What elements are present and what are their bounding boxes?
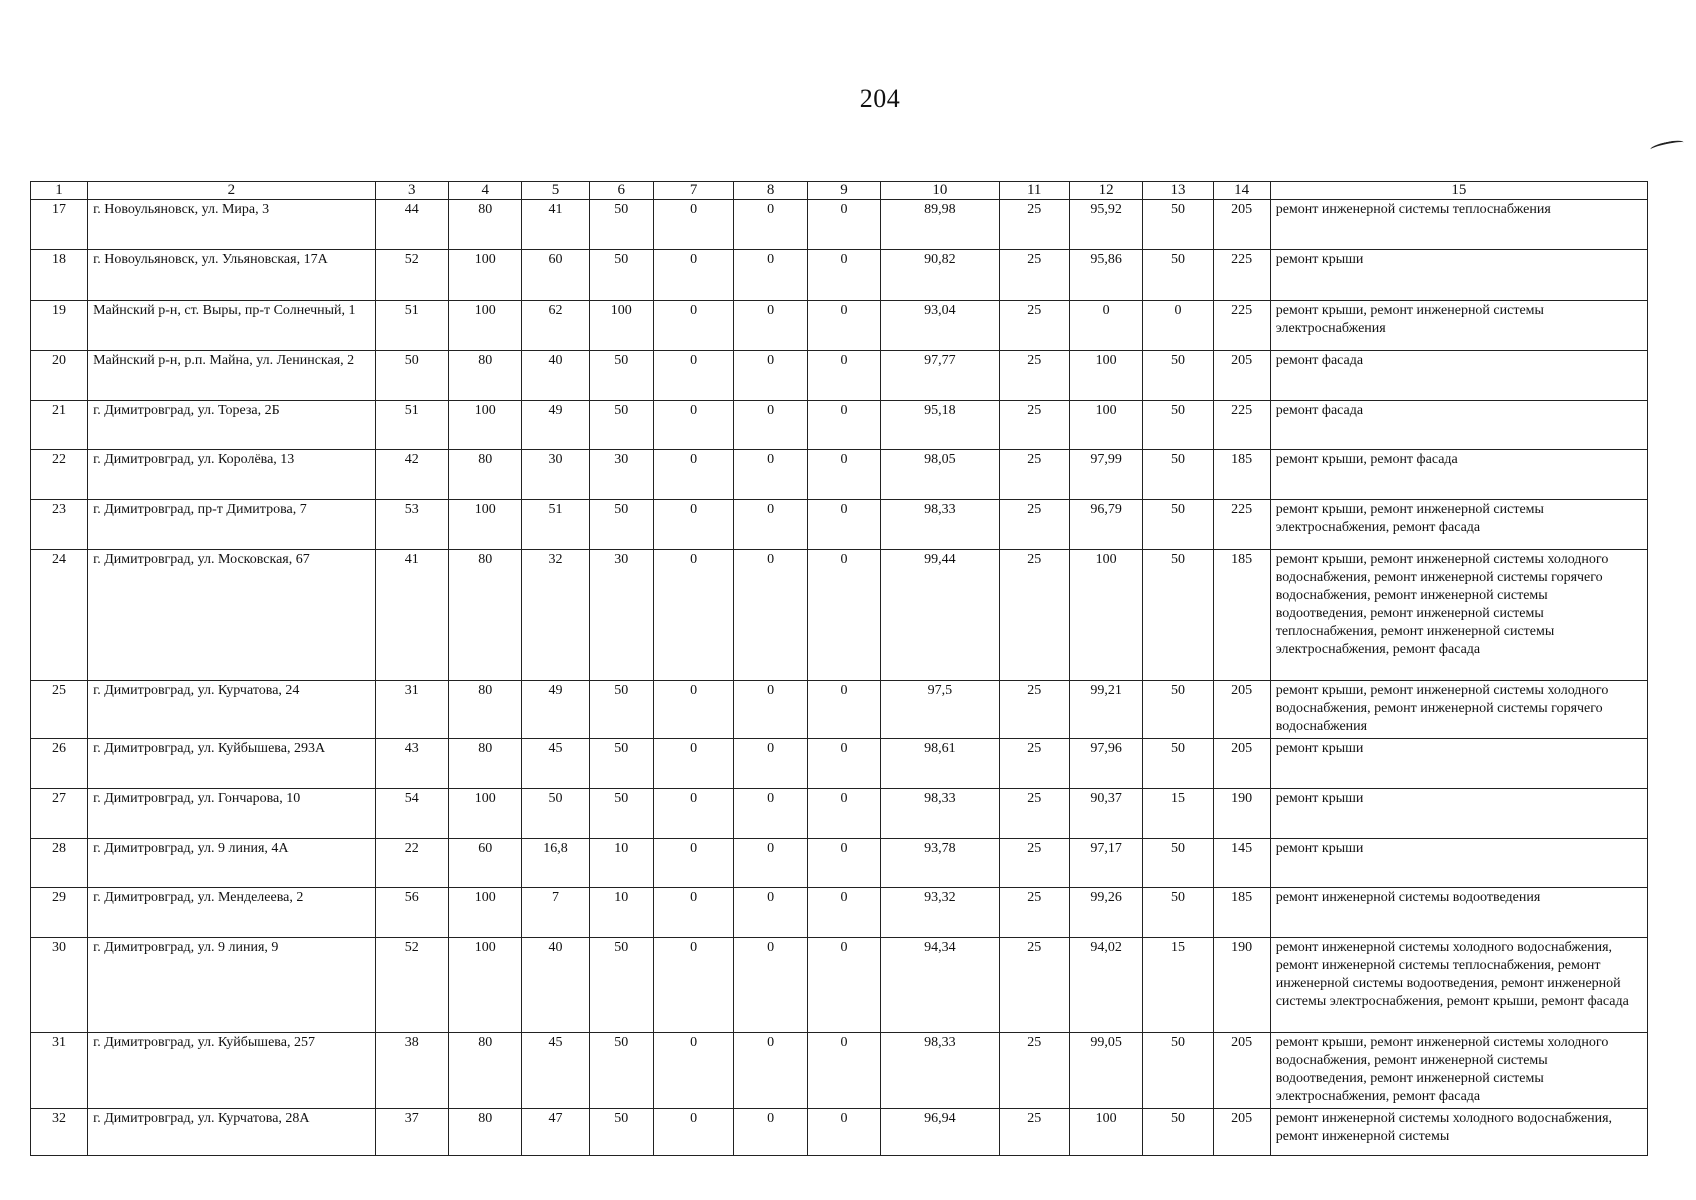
work-types-cell: ремонт крыши: [1270, 739, 1647, 789]
col-5-cell: 51: [522, 500, 589, 550]
col-13-cell: 50: [1143, 500, 1213, 550]
col-14-cell: 185: [1213, 550, 1270, 681]
row-number-cell: 24: [31, 550, 88, 681]
row-number-cell: 20: [31, 351, 88, 401]
col-11-cell: 25: [999, 500, 1069, 550]
col-14-cell: 205: [1213, 1033, 1270, 1109]
column-number-7: 7: [653, 182, 734, 200]
col-9-cell: 0: [807, 839, 880, 888]
col-6-cell: 50: [589, 739, 653, 789]
col-14-cell: 185: [1213, 450, 1270, 500]
address-cell: г. Новоульяновск, ул. Мира, 3: [88, 200, 376, 250]
address-cell: г. Димитровград, ул. Курчатова, 24: [88, 681, 376, 739]
col-10-cell: 98,61: [881, 739, 999, 789]
col-8-cell: 0: [734, 450, 807, 500]
col-9-cell: 0: [807, 681, 880, 739]
col-8-cell: 0: [734, 789, 807, 839]
col-4-cell: 100: [449, 301, 522, 351]
col-13-cell: 50: [1143, 681, 1213, 739]
col-6-cell: 50: [589, 681, 653, 739]
row-number-cell: 26: [31, 739, 88, 789]
col-6-cell: 50: [589, 200, 653, 250]
col-8-cell: 0: [734, 550, 807, 681]
col-11-cell: 25: [999, 938, 1069, 1033]
col-6-cell: 50: [589, 401, 653, 450]
col-7-cell: 0: [653, 789, 734, 839]
col-6-cell: 50: [589, 789, 653, 839]
col-13-cell: 0: [1143, 301, 1213, 351]
col-11-cell: 25: [999, 550, 1069, 681]
table-row: [31, 1109, 1648, 1156]
col-3-cell: 44: [375, 200, 448, 250]
col-8-cell: 0: [734, 1109, 807, 1156]
col-7-cell: 0: [653, 681, 734, 739]
work-types-cell: ремонт фасада: [1270, 401, 1647, 450]
col-5-cell: 41: [522, 200, 589, 250]
address-cell: г. Димитровград, ул. 9 линия, 9: [88, 938, 376, 1033]
col-13-cell: 50: [1143, 839, 1213, 888]
col-11-cell: 25: [999, 200, 1069, 250]
table-row: [31, 1033, 1648, 1109]
table-row: [31, 839, 1648, 888]
col-7-cell: 0: [653, 1109, 734, 1156]
address-cell: г. Димитровград, ул. Куйбышева, 293А: [88, 739, 376, 789]
address-cell: г. Димитровград, ул. Менделеева, 2: [88, 888, 376, 938]
column-number-2: 2: [88, 182, 376, 200]
col-8-cell: 0: [734, 401, 807, 450]
column-number-14: 14: [1213, 182, 1270, 200]
address-cell: г. Димитровград, ул. Гончарова, 10: [88, 789, 376, 839]
col-7-cell: 0: [653, 401, 734, 450]
col-9-cell: 0: [807, 500, 880, 550]
table-row: [31, 351, 1648, 401]
col-4-cell: 80: [449, 550, 522, 681]
col-14-cell: 205: [1213, 200, 1270, 250]
col-7-cell: 0: [653, 938, 734, 1033]
col-9-cell: 0: [807, 1033, 880, 1109]
col-14-cell: 225: [1213, 500, 1270, 550]
col-3-cell: 50: [375, 351, 448, 401]
col-9-cell: 0: [807, 301, 880, 351]
col-14-cell: 145: [1213, 839, 1270, 888]
address-cell: г. Димитровград, ул. Московская, 67: [88, 550, 376, 681]
work-types-cell: ремонт инженерной системы теплоснабжения: [1270, 200, 1647, 250]
col-8-cell: 0: [734, 681, 807, 739]
address-cell: г. Димитровград, пр-т Димитрова, 7: [88, 500, 376, 550]
col-7-cell: 0: [653, 450, 734, 500]
column-number-15: 15: [1270, 182, 1647, 200]
col-3-cell: 42: [375, 450, 448, 500]
col-4-cell: 80: [449, 739, 522, 789]
table-row: [31, 888, 1648, 938]
work-types-cell: ремонт крыши, ремонт фасада: [1270, 450, 1647, 500]
column-number-12: 12: [1069, 182, 1142, 200]
col-9-cell: 0: [807, 450, 880, 500]
col-11-cell: 25: [999, 401, 1069, 450]
row-number-cell: 27: [31, 789, 88, 839]
col-3-cell: 31: [375, 681, 448, 739]
col-13-cell: 50: [1143, 1109, 1213, 1156]
col-13-cell: 50: [1143, 450, 1213, 500]
col-12-cell: 100: [1069, 351, 1142, 401]
col-5-cell: 45: [522, 1033, 589, 1109]
col-3-cell: 51: [375, 301, 448, 351]
col-13-cell: 50: [1143, 739, 1213, 789]
col-7-cell: 0: [653, 839, 734, 888]
col-6-cell: 10: [589, 839, 653, 888]
col-14-cell: 185: [1213, 888, 1270, 938]
col-14-cell: 205: [1213, 1109, 1270, 1156]
col-12-cell: 97,99: [1069, 450, 1142, 500]
col-7-cell: 0: [653, 351, 734, 401]
col-10-cell: 98,33: [881, 1033, 999, 1109]
col-11-cell: 25: [999, 1109, 1069, 1156]
repair-program-table-container: [30, 181, 1648, 1156]
col-5-cell: 62: [522, 301, 589, 351]
col-9-cell: 0: [807, 550, 880, 681]
row-number-cell: 31: [31, 1033, 88, 1109]
column-number-11: 11: [999, 182, 1069, 200]
col-5-cell: 32: [522, 550, 589, 681]
column-number-13: 13: [1143, 182, 1213, 200]
col-10-cell: 98,05: [881, 450, 999, 500]
col-13-cell: 50: [1143, 1033, 1213, 1109]
col-12-cell: 100: [1069, 401, 1142, 450]
col-14-cell: 205: [1213, 739, 1270, 789]
col-12-cell: 96,79: [1069, 500, 1142, 550]
col-5-cell: 47: [522, 1109, 589, 1156]
table-row: [31, 938, 1648, 1033]
table-row: [31, 200, 1648, 250]
col-11-cell: 25: [999, 739, 1069, 789]
column-number-8: 8: [734, 182, 807, 200]
col-5-cell: 7: [522, 888, 589, 938]
col-13-cell: 50: [1143, 888, 1213, 938]
col-8-cell: 0: [734, 250, 807, 301]
col-3-cell: 38: [375, 1033, 448, 1109]
col-10-cell: 95,18: [881, 401, 999, 450]
col-14-cell: 225: [1213, 301, 1270, 351]
col-9-cell: 0: [807, 200, 880, 250]
col-13-cell: 50: [1143, 250, 1213, 301]
col-10-cell: 93,32: [881, 888, 999, 938]
row-number-cell: 32: [31, 1109, 88, 1156]
col-3-cell: 37: [375, 1109, 448, 1156]
col-8-cell: 0: [734, 739, 807, 789]
row-number-cell: 21: [31, 401, 88, 450]
table-row: [31, 401, 1648, 450]
col-11-cell: 25: [999, 351, 1069, 401]
col-11-cell: 25: [999, 789, 1069, 839]
work-types-cell: ремонт крыши: [1270, 839, 1647, 888]
col-5-cell: 16,8: [522, 839, 589, 888]
table-row: [31, 550, 1648, 681]
col-13-cell: 15: [1143, 938, 1213, 1033]
col-9-cell: 0: [807, 1109, 880, 1156]
table-row: [31, 500, 1648, 550]
col-5-cell: 30: [522, 450, 589, 500]
col-4-cell: 100: [449, 789, 522, 839]
col-8-cell: 0: [734, 301, 807, 351]
table-row: [31, 681, 1648, 739]
row-number-cell: 23: [31, 500, 88, 550]
col-8-cell: 0: [734, 888, 807, 938]
col-10-cell: 97,5: [881, 681, 999, 739]
col-5-cell: 49: [522, 681, 589, 739]
col-4-cell: 80: [449, 200, 522, 250]
col-6-cell: 50: [589, 1033, 653, 1109]
col-10-cell: 99,44: [881, 550, 999, 681]
col-4-cell: 80: [449, 1109, 522, 1156]
col-5-cell: 49: [522, 401, 589, 450]
col-4-cell: 60: [449, 839, 522, 888]
col-4-cell: 100: [449, 888, 522, 938]
col-3-cell: 56: [375, 888, 448, 938]
col-9-cell: 0: [807, 351, 880, 401]
col-3-cell: 22: [375, 839, 448, 888]
col-12-cell: 95,86: [1069, 250, 1142, 301]
address-cell: Майнский р-н, ст. Выры, пр-т Солнечный, 1: [88, 301, 376, 351]
col-12-cell: 99,21: [1069, 681, 1142, 739]
col-10-cell: 90,82: [881, 250, 999, 301]
col-5-cell: 45: [522, 739, 589, 789]
col-8-cell: 0: [734, 500, 807, 550]
table-row: [31, 739, 1648, 789]
col-12-cell: 90,37: [1069, 789, 1142, 839]
col-14-cell: 190: [1213, 938, 1270, 1033]
col-10-cell: 89,98: [881, 200, 999, 250]
col-12-cell: 0: [1069, 301, 1142, 351]
col-14-cell: 205: [1213, 351, 1270, 401]
col-6-cell: 30: [589, 550, 653, 681]
col-7-cell: 0: [653, 250, 734, 301]
col-12-cell: 95,92: [1069, 200, 1142, 250]
col-3-cell: 43: [375, 739, 448, 789]
col-7-cell: 0: [653, 301, 734, 351]
row-number-cell: 19: [31, 301, 88, 351]
col-8-cell: 0: [734, 351, 807, 401]
col-4-cell: 80: [449, 450, 522, 500]
table-body: [31, 200, 1648, 1156]
col-7-cell: 0: [653, 550, 734, 681]
work-types-cell: ремонт крыши, ремонт инженерной системы электроснабжения: [1270, 301, 1647, 351]
address-cell: г. Димитровград, ул. Тореза, 2Б: [88, 401, 376, 450]
address-cell: г. Димитровград, ул. Королёва, 13: [88, 450, 376, 500]
work-types-cell: ремонт крыши, ремонт инженерной системы холодного водоснабжения, ремонт инженерной системы водоотведения, ремонт инженерной системы электроснабжения, ремонт фасада: [1270, 1033, 1647, 1109]
col-7-cell: 0: [653, 1033, 734, 1109]
col-7-cell: 0: [653, 739, 734, 789]
column-number-5: 5: [522, 182, 589, 200]
col-6-cell: 50: [589, 1109, 653, 1156]
col-9-cell: 0: [807, 401, 880, 450]
column-number-row: [31, 182, 1648, 200]
col-12-cell: 97,17: [1069, 839, 1142, 888]
column-number-6: 6: [589, 182, 653, 200]
col-12-cell: 99,26: [1069, 888, 1142, 938]
col-4-cell: 80: [449, 681, 522, 739]
col-5-cell: 50: [522, 789, 589, 839]
col-10-cell: 93,78: [881, 839, 999, 888]
col-11-cell: 25: [999, 301, 1069, 351]
col-11-cell: 25: [999, 250, 1069, 301]
col-13-cell: 50: [1143, 200, 1213, 250]
col-4-cell: 80: [449, 1033, 522, 1109]
col-6-cell: 30: [589, 450, 653, 500]
work-types-cell: ремонт инженерной системы холодного водоснабжения, ремонт инженерной системы: [1270, 1109, 1647, 1156]
table-row: [31, 301, 1648, 351]
col-13-cell: 15: [1143, 789, 1213, 839]
col-4-cell: 80: [449, 351, 522, 401]
row-number-cell: 25: [31, 681, 88, 739]
row-number-cell: 30: [31, 938, 88, 1033]
col-9-cell: 0: [807, 789, 880, 839]
col-3-cell: 54: [375, 789, 448, 839]
col-13-cell: 50: [1143, 550, 1213, 681]
col-11-cell: 25: [999, 681, 1069, 739]
work-types-cell: ремонт крыши, ремонт инженерной системы холодного водоснабжения, ремонт инженерной системы горячего водоснабжения, ремонт инженерной системы водоотведения, ремонт инженерной системы теплоснабжения, ремонт инженерной системы электроснабжения, ремонт фасада: [1270, 550, 1647, 681]
column-number-1: 1: [31, 182, 88, 200]
col-11-cell: 25: [999, 1033, 1069, 1109]
address-cell: г. Димитровград, ул. Курчатова, 28А: [88, 1109, 376, 1156]
table-row: [31, 250, 1648, 301]
col-3-cell: 41: [375, 550, 448, 681]
col-10-cell: 97,77: [881, 351, 999, 401]
col-5-cell: 40: [522, 938, 589, 1033]
table-row: [31, 789, 1648, 839]
col-9-cell: 0: [807, 938, 880, 1033]
col-6-cell: 10: [589, 888, 653, 938]
col-3-cell: 52: [375, 938, 448, 1033]
col-14-cell: 205: [1213, 681, 1270, 739]
col-10-cell: 98,33: [881, 500, 999, 550]
col-11-cell: 25: [999, 450, 1069, 500]
col-8-cell: 0: [734, 839, 807, 888]
col-10-cell: 98,33: [881, 789, 999, 839]
col-4-cell: 100: [449, 500, 522, 550]
col-6-cell: 50: [589, 500, 653, 550]
col-10-cell: 96,94: [881, 1109, 999, 1156]
row-number-cell: 29: [31, 888, 88, 938]
col-13-cell: 50: [1143, 351, 1213, 401]
col-9-cell: 0: [807, 250, 880, 301]
col-10-cell: 93,04: [881, 301, 999, 351]
repair-program-table: [30, 181, 1648, 1156]
col-9-cell: 0: [807, 888, 880, 938]
col-6-cell: 100: [589, 301, 653, 351]
col-13-cell: 50: [1143, 401, 1213, 450]
col-4-cell: 100: [449, 250, 522, 301]
col-5-cell: 40: [522, 351, 589, 401]
col-8-cell: 0: [734, 200, 807, 250]
address-cell: г. Димитровград, ул. Куйбышева, 257: [88, 1033, 376, 1109]
scan-mark: [1650, 139, 1685, 154]
col-10-cell: 94,34: [881, 938, 999, 1033]
address-cell: г. Новоульяновск, ул. Ульяновская, 17А: [88, 250, 376, 301]
col-8-cell: 0: [734, 1033, 807, 1109]
col-8-cell: 0: [734, 938, 807, 1033]
col-3-cell: 52: [375, 250, 448, 301]
col-14-cell: 225: [1213, 250, 1270, 301]
col-7-cell: 0: [653, 888, 734, 938]
col-14-cell: 225: [1213, 401, 1270, 450]
work-types-cell: ремонт крыши: [1270, 250, 1647, 301]
col-5-cell: 60: [522, 250, 589, 301]
work-types-cell: ремонт инженерной системы холодного водоснабжения, ремонт инженерной системы теплоснабжения, ремонт инженерной системы водоотведения, ремонт инженерной системы электроснабжения, ремонт крыши, ремонт фасада: [1270, 938, 1647, 1033]
col-14-cell: 190: [1213, 789, 1270, 839]
work-types-cell: ремонт крыши: [1270, 789, 1647, 839]
col-12-cell: 97,96: [1069, 739, 1142, 789]
work-types-cell: ремонт крыши, ремонт инженерной системы электроснабжения, ремонт фасада: [1270, 500, 1647, 550]
col-4-cell: 100: [449, 938, 522, 1033]
column-number-3: 3: [375, 182, 448, 200]
col-12-cell: 100: [1069, 1109, 1142, 1156]
col-6-cell: 50: [589, 351, 653, 401]
work-types-cell: ремонт крыши, ремонт инженерной системы холодного водоснабжения, ремонт инженерной системы горячего водоснабжения: [1270, 681, 1647, 739]
column-number-10: 10: [881, 182, 999, 200]
col-9-cell: 0: [807, 739, 880, 789]
work-types-cell: ремонт фасада: [1270, 351, 1647, 401]
col-3-cell: 51: [375, 401, 448, 450]
row-number-cell: 17: [31, 200, 88, 250]
address-cell: Майнский р-н, р.п. Майна, ул. Ленинская, 2: [88, 351, 376, 401]
column-number-4: 4: [449, 182, 522, 200]
col-3-cell: 53: [375, 500, 448, 550]
col-11-cell: 25: [999, 888, 1069, 938]
address-cell: г. Димитровград, ул. 9 линия, 4А: [88, 839, 376, 888]
table-row: [31, 450, 1648, 500]
col-12-cell: 99,05: [1069, 1033, 1142, 1109]
col-7-cell: 0: [653, 200, 734, 250]
row-number-cell: 18: [31, 250, 88, 301]
work-types-cell: ремонт инженерной системы водоотведения: [1270, 888, 1647, 938]
col-4-cell: 100: [449, 401, 522, 450]
col-11-cell: 25: [999, 839, 1069, 888]
column-number-9: 9: [807, 182, 880, 200]
col-12-cell: 94,02: [1069, 938, 1142, 1033]
col-6-cell: 50: [589, 938, 653, 1033]
col-12-cell: 100: [1069, 550, 1142, 681]
col-6-cell: 50: [589, 250, 653, 301]
row-number-cell: 28: [31, 839, 88, 888]
page-number: 204: [859, 84, 901, 113]
row-number-cell: 22: [31, 450, 88, 500]
col-7-cell: 0: [653, 500, 734, 550]
